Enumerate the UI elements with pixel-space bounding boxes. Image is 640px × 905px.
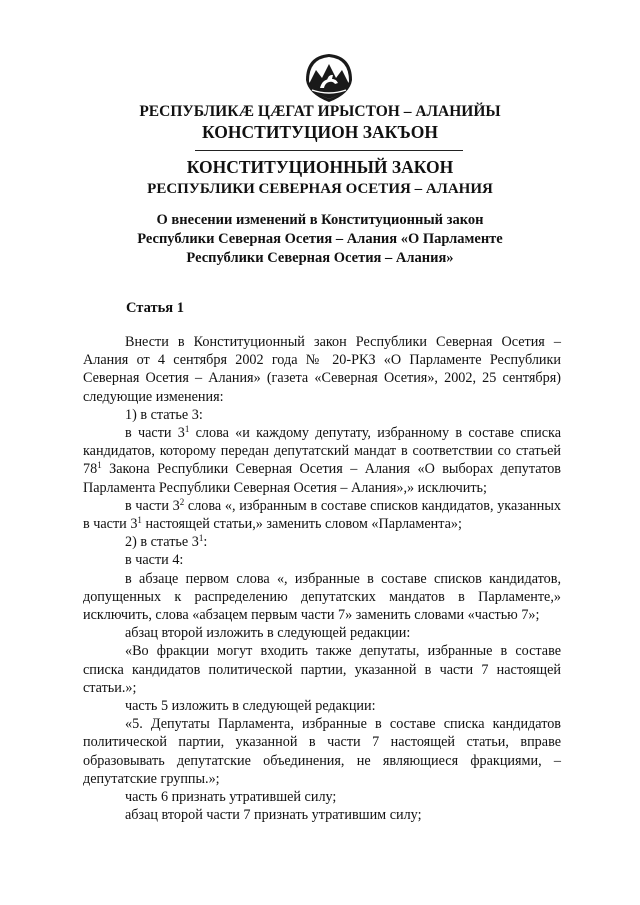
subject-line-3: Республики Северная Осетия – Алания» [186, 250, 454, 266]
header-ossetian-republic: РЕСПУБЛИКÆ ЦÆГАТ ИРЫСТОН – АЛАНИЙЫ [139, 103, 501, 120]
subject-line-2: Республики Северная Осетия – Алания «О Парламенте [137, 231, 503, 247]
paragraph-part-4-first: в абзаце первом слова «, избранные в составе списков кандидатов, допущенных к распределению депутатских мандатов в Парламенте,» исключить, слова «абзацем первым части 7» заменить словами «частью 7»; [83, 570, 561, 624]
header-ossetian-law-type: КОНСТИТУЦИОН ЗАКЪОН [202, 122, 438, 142]
paragraph-part-4-second: абзац второй изложить в следующей редакции: [125, 625, 411, 642]
paragraph-part-6: часть 6 признать утратившей силу; [125, 789, 337, 806]
header-divider [195, 150, 463, 151]
article-title: Статья 1 [126, 300, 184, 316]
paragraph-item-2: 2) в статье $3^1$: [125, 533, 208, 551]
subject-line-1: О внесении изменений в Конституционный закон [156, 212, 484, 228]
paragraph-item-1: 1) в статье 3: [125, 406, 203, 423]
article-body [83, 333, 561, 824]
paragraph-part-3-1: в части $3^1$ слова «и каждому депутату, избранному в составе списка кандидатов, которому передан депутатский мандат в соответствии со статьей $78^1$ Закона Республики Северная Осетия – Алания «О выборах депутатов Парламента Республики Северная Осетия – Алания»,» исключить; [83, 424, 561, 496]
header-republic: РЕСПУБЛИКИ СЕВЕРНАЯ ОСЕТИЯ – АЛАНИЯ [147, 181, 493, 197]
paragraph-part-5-new-text: «5. Депутаты Парламента, избранные в составе списка кандидатов политической партии, указанной в части 7 настоящей статьи, вправе образовывать депутатские объединения, не являющиеся фракциями, – депутатские группы.»; [83, 716, 561, 787]
paragraph-part-7: абзац второй части 7 признать утратившим силу; [125, 807, 422, 824]
paragraph-part-4-new-text: «Во фракции могут входить также депутаты, избранные в составе списка кандидатов политической партии, указанной в части 7 настоящей статьи.»; [83, 643, 561, 696]
paragraph-part-5: часть 5 изложить в следующей редакции: [125, 698, 376, 715]
paragraph-part-4: в части 4: [125, 552, 184, 569]
paragraph-part-3-2: в части $3^2$ слова «, избранным в составе списков кандидатов, указанных в части $3^1$ настоящей статьи,» заменить словом «Парламента»; [83, 496, 561, 533]
header-law-type: КОНСТИТУЦИОННЫЙ ЗАКОН [186, 157, 454, 177]
coat-of-arms-emblem [302, 50, 356, 104]
paragraph-intro: Внести в Конституционный закон Республики Северная Осетия – Алания от 4 сентября 2002 года № 20-РКЗ «О Парламенте Республики Северная Осетия – Алания» (газета «Северная Осетия», 2002, 25 сентября) следующие изменения: [83, 334, 561, 405]
